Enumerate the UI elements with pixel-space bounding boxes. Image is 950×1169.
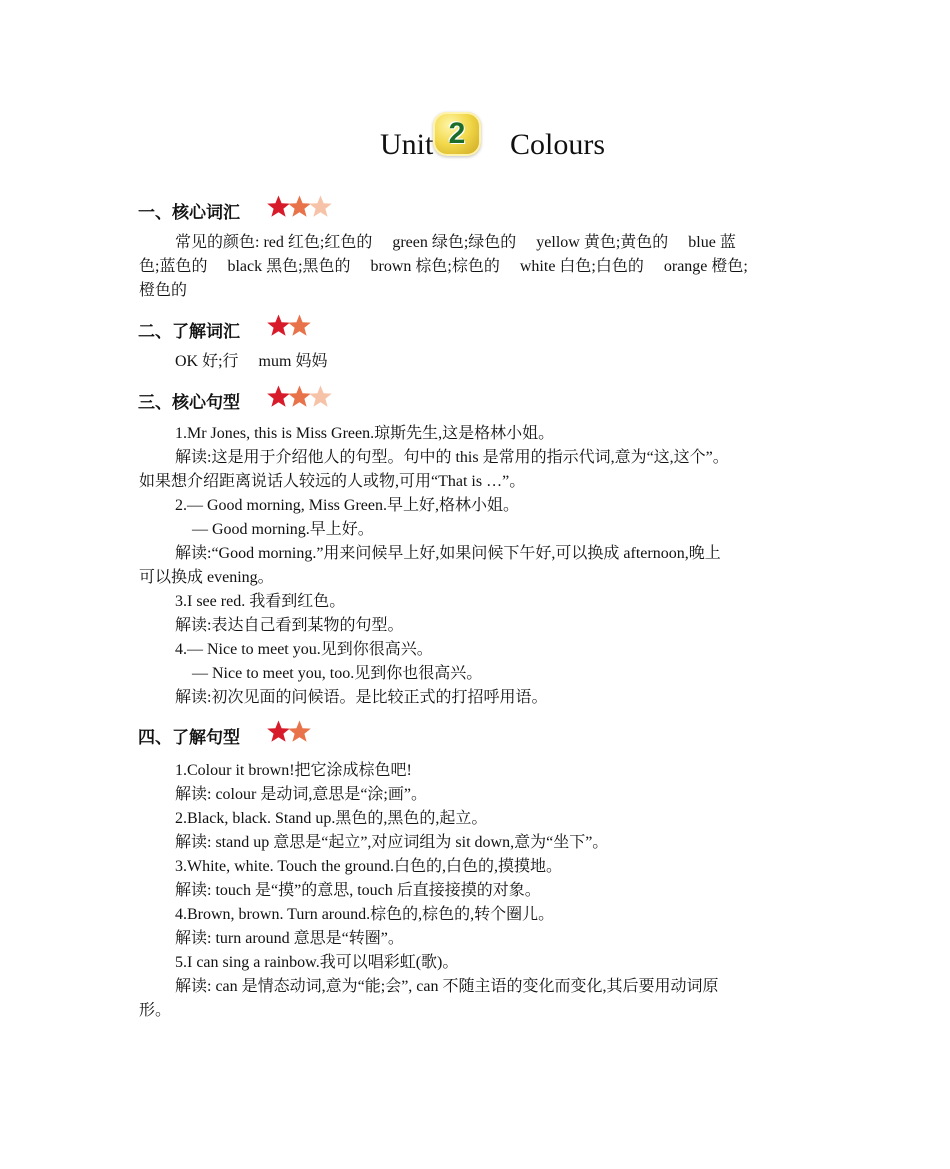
star-shape <box>288 721 311 742</box>
star-shape <box>309 196 332 217</box>
paragraph-line: 色;蓝色的 black 黑色;黑色的 brown 棕色;棕色的 white 白色;白色的 orange 橙色; <box>139 258 748 275</box>
sentence-line: 1.Mr Jones, this is Miss Green.琼斯先生,这是格林小姐。 <box>175 425 555 442</box>
section-title: 四、了解句型 <box>138 728 240 748</box>
explanation-line: 解读: can 是情态动词,意为“能;会”, can 不随主语的变化而变化,其后要用动词原 <box>175 978 719 995</box>
section-title: 三、核心句型 <box>138 393 240 413</box>
explanation-line: 解读: stand up 意思是“起立”,对应词组为 sit down,意为“坐下”。 <box>175 834 609 851</box>
explanation-line: 如果想介绍距离说话人较远的人或物,可用“That is …”。 <box>139 473 526 490</box>
sentence-line: — Good morning.早上好。 <box>192 521 374 538</box>
star-rating <box>266 313 312 339</box>
explanation-line: 解读:这是用于介绍他人的句型。句中的 this 是常用的指示代词,意为“这,这个”。 <box>175 449 729 466</box>
star-rating <box>266 719 312 745</box>
explanation-line: 解读:“Good morning.”用来问候早上好,如果问候下午好,可以换成 afternoon,晚上 <box>175 545 721 562</box>
paragraph-line: 常见的颜色: red 红色;红色的 green 绿色;绿色的 yellow 黄色;黄色的 blue 蓝 <box>175 234 736 251</box>
star-icon <box>308 384 333 409</box>
explanation-line: 解读: touch 是“摸”的意思, touch 后直接接摸的对象。 <box>175 882 541 899</box>
section-title: 二、了解词汇 <box>138 322 240 342</box>
explanation-line: 解读:表达自己看到某物的句型。 <box>175 617 404 634</box>
paragraph-line: 橙色的 <box>139 282 188 299</box>
star-icon <box>287 313 312 338</box>
explanation-line: 解读: colour 是动词,意思是“涂;画”。 <box>175 786 427 803</box>
sentence-line: 2.Black, black. Stand up.黑色的,黑色的,起立。 <box>175 810 488 827</box>
unit-number: 2 <box>448 117 466 150</box>
unit-title <box>0 112 950 172</box>
sentence-line: 1.Colour it brown!把它涂成棕色吧! <box>175 762 412 779</box>
explanation-line: 解读: turn around 意思是“转圈”。 <box>175 930 404 947</box>
sentence-line: 4.— Nice to meet you.见到你很高兴。 <box>175 641 433 658</box>
paragraph-line: OK 好;行 mum 妈妈 <box>175 353 328 370</box>
star-rating <box>266 194 333 220</box>
section-heading-core-sentences <box>138 388 240 412</box>
explanation-line: 可以换成 evening。 <box>139 569 274 586</box>
star-icon <box>308 194 333 219</box>
unit-label: Unit <box>380 128 434 161</box>
sentence-line: 5.I can sing a rainbow.我可以唱彩虹(歌)。 <box>175 954 459 971</box>
sentence-line: 3.White, white. Touch the ground.白色的,白色的,摸摸地。 <box>175 858 562 875</box>
section-heading-core-vocab <box>138 198 240 222</box>
star-shape <box>288 315 311 336</box>
sentence-line: 4.Brown, brown. Turn around.棕色的,棕色的,转个圈儿。 <box>175 906 555 923</box>
explanation-line: 解读:初次见面的问候语。是比较正式的打招呼用语。 <box>175 689 548 706</box>
sentence-line: 2.— Good morning, Miss Green.早上好,格林小姐。 <box>175 497 519 514</box>
section-heading-extra-sentences <box>138 723 240 747</box>
sentence-line: — Nice to meet you, too.见到你也很高兴。 <box>192 665 483 682</box>
sentence-line: 3.I see red. 我看到红色。 <box>175 593 346 610</box>
explanation-line: 形。 <box>139 1002 172 1019</box>
star-rating <box>266 384 333 410</box>
star-shape <box>309 386 332 407</box>
unit-number-badge <box>433 112 481 156</box>
section-heading-extra-vocab <box>138 317 240 341</box>
section-title: 一、核心词汇 <box>138 203 240 223</box>
unit-name: Colours <box>510 128 606 161</box>
star-icon <box>287 719 312 744</box>
